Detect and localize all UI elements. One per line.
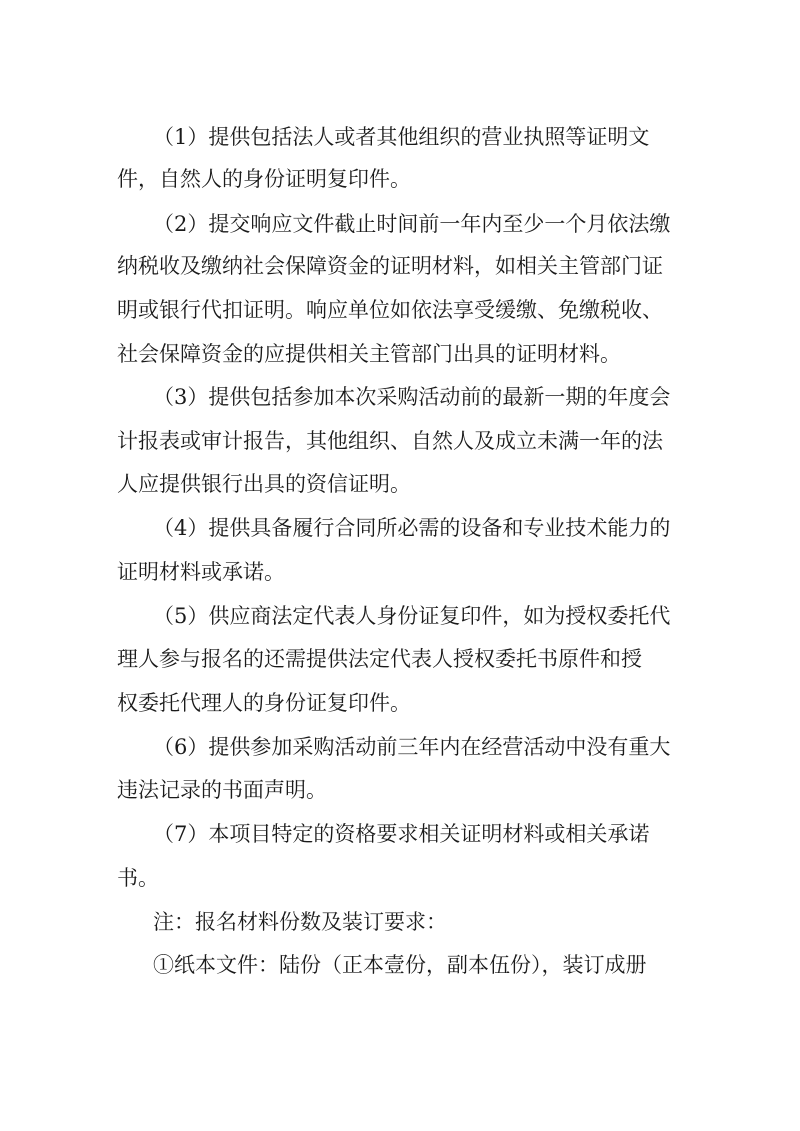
paragraph-item-2-line-2: 纳税收及缴纳社会保障资金的证明材料，如相关主管部门证 [117,254,663,278]
paragraph-item-7-line-1: （7）本项目特定的资格要求相关证明材料或相关承诺 [153,822,650,846]
paragraph-item-1-line-1: （1）提供包括法人或者其他组织的营业执照等证明文 [153,125,650,149]
paragraph-item-2-line-1: （2）提交响应文件截止时间前一年内至少一个月依法缴 [153,212,671,236]
paragraph-item-3-line-3: 人应提供银行出具的资信证明。 [117,472,411,496]
note-item-1: ①纸本文件：陆份（正本壹份，副本伍份），装订成册 [153,953,647,977]
paragraph-item-3-line-1: （3）提供包括参加本次采购活动前的最新一期的年度会 [153,385,671,409]
paragraph-item-4-line-2: 证明材料或承诺。 [117,560,285,584]
paragraph-item-3-line-2: 计报表或审计报告，其他组织、自然人及成立未满一年的法 [117,429,663,453]
paragraph-item-5-line-1: （5）供应商法定代表人身份证复印件，如为授权委托代 [153,604,671,628]
paragraph-item-5-line-3: 权委托代理人的身份证复印件。 [117,691,411,715]
paragraph-item-4-line-1: （4）提供具备履行合同所必需的设备和专业技术能力的 [153,516,671,540]
paragraph-item-5-line-2: 理人参与报名的还需提供法定代表人授权委托书原件和授 [117,647,642,671]
paragraph-item-6-line-1: （6）提供参加采购活动前三年内在经营活动中没有重大 [153,735,671,759]
paragraph-item-6-line-2: 违法记录的书面声明。 [117,778,327,802]
paragraph-item-7-line-2: 书。 [117,866,159,890]
paragraph-item-2-line-3: 明或银行代扣证明。响应单位如依法享受缓缴、免缴税收、 [117,298,663,322]
paragraph-item-2-line-4: 社会保障资金的应提供相关主管部门出具的证明材料。 [117,342,621,366]
paragraph-item-1-line-2: 件，自然人的身份证明复印件。 [117,167,411,191]
note-heading: 注：报名材料份数及装订要求： [153,910,447,934]
